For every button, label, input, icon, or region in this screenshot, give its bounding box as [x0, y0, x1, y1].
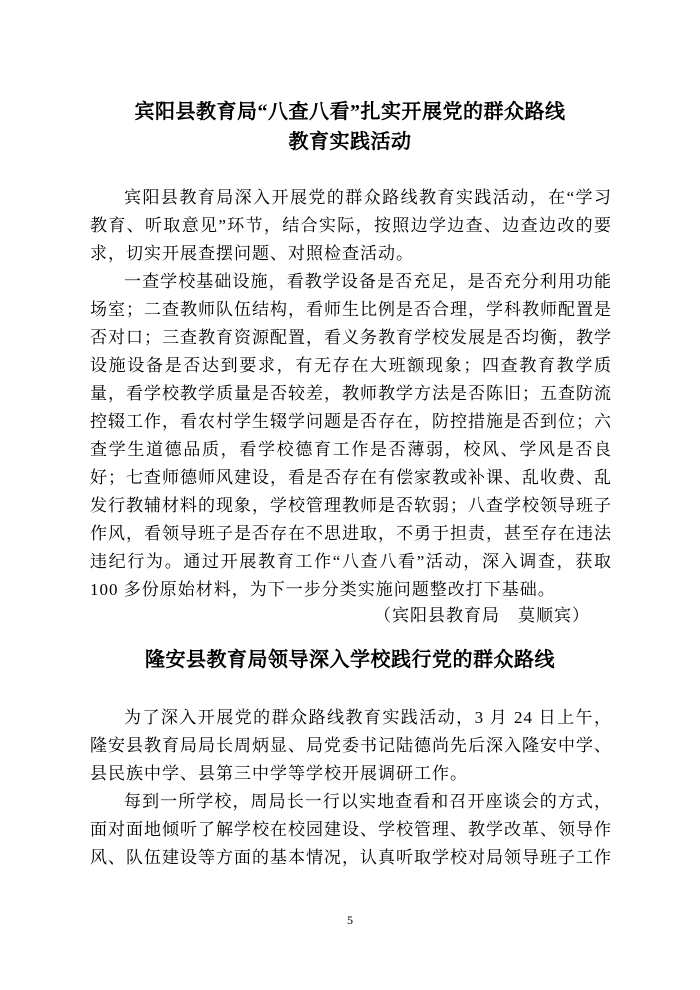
- article-2-paragraph-2: 每到一所学校，周局长一行以实地查看和召开座谈会的方式，面对面地倾听了解学校在校园建设、学校管理、教学改革、领导作风、队伍建设等方面的基本情况，认真听取学校对局领导班子工作: [90, 792, 612, 867]
- article-1-title: [0, 97, 700, 157]
- article-1-body: [90, 184, 612, 604]
- article-1-title-line-1: 宾阳县教育局“八查八看”扎实开展党的群众路线: [134, 101, 566, 123]
- article-1-title-line-2: 教育实践活动: [288, 131, 412, 153]
- article-1-paragraph-2: 一查学校基础设施，看教学设备是否充足，是否充分利用功能场室；二查教师队伍结构，看师生比例是否合理，学科教师配置是否对口；三查教育资源配置，看义务教育学校发展是否均衡，教学设施设备是否达到要求，有无存在大班额现象；四查教育教学质量，看学校教学质量是否较差，教师教学方法是否陈旧；五查防流控辍工作，看农村学生辍学问题是否存在，防控措施是否到位；六查学生道德品质，看学校德育工作是否薄弱，校风、学风是否良好；七查师德师风建设，看是否存在有偿家教或补课、乱收费、乱发行教辅材料的现象，学校管理教师是否软弱；八查学校领导班子作风，看领导班子是否存在不思进取，不勇于担责，甚至存在违法违纪行为。通过开展教育工作“八查八看”活动，深入调查，获取 100 多份原始材料，为下一步分类实施问题整改打下基础。: [90, 272, 612, 599]
- page-number: 5: [347, 913, 353, 927]
- article-2-title-line: 隆安县教育局领导深入学校践行党的群众路线: [145, 649, 555, 671]
- article-2-body: [90, 704, 612, 872]
- article-1-byline: （宾阳县教育局 莫顺宾）: [374, 606, 590, 625]
- article-1-paragraph-1: 宾阳县教育局深入开展党的群众路线教育实践活动，在“学习教育、听取意见”环节，结合实际，按照边学边查、边查边改的要求，切实开展查摆问题、对照检查活动。: [90, 188, 612, 263]
- article-2-title: [0, 645, 700, 675]
- article-2-paragraph-1: 为了深入开展党的群众路线教育实践活动，3 月 24 日上午，隆安县教育局局长周炳显、局党委书记陆德尚先后深入隆安中学、县民族中学、县第三中学等学校开展调研工作。: [90, 708, 612, 783]
